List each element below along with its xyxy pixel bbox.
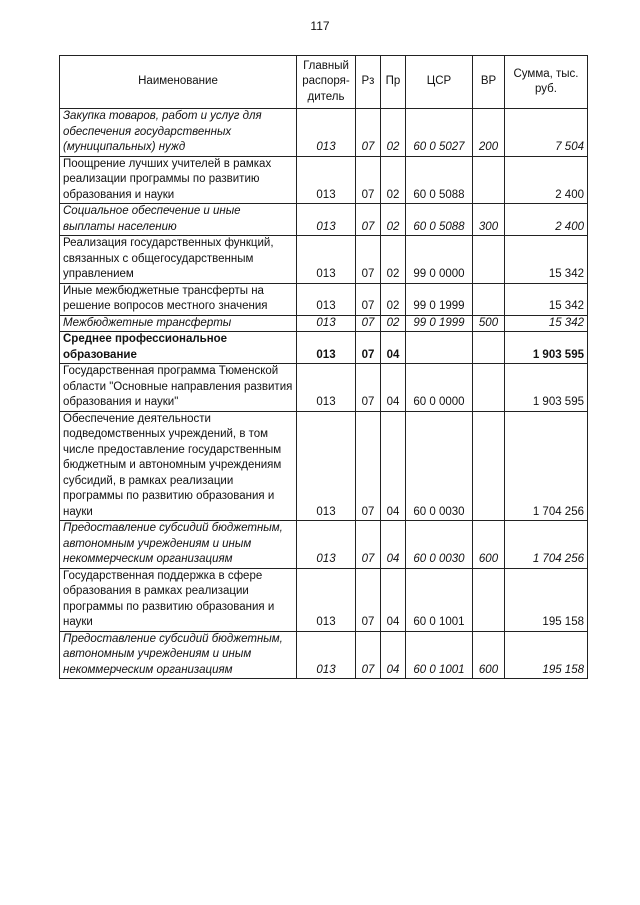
table-row: [60, 568, 588, 631]
table-row: [60, 236, 588, 284]
header-csr: ЦСР: [406, 56, 473, 109]
header-name: Наименование: [60, 56, 297, 109]
header-vr: ВР: [473, 56, 505, 109]
cell-csr: 60 0 0000: [406, 364, 473, 412]
cell-admin: 013: [297, 332, 356, 364]
cell-vr: 500: [473, 315, 505, 332]
table-body: [60, 109, 588, 679]
cell-rz: 07: [356, 364, 381, 412]
cell-vr: [473, 411, 505, 521]
cell-vr: 300: [473, 204, 505, 236]
cell-csr: 60 0 5088: [406, 204, 473, 236]
cell-sum: 1 704 256: [505, 521, 588, 569]
cell-sum: 1 903 595: [505, 332, 588, 364]
table-row: [60, 315, 588, 332]
cell-sum: 1 903 595: [505, 364, 588, 412]
cell-sum: 15 342: [505, 315, 588, 332]
table-row: [60, 204, 588, 236]
cell-admin: 013: [297, 364, 356, 412]
cell-name: Иные межбюджетные трансферты на решение вопросов местного значения: [60, 283, 297, 315]
cell-rz: 07: [356, 283, 381, 315]
cell-admin: 013: [297, 568, 356, 631]
table-row: [60, 364, 588, 412]
cell-rz: 07: [356, 236, 381, 284]
cell-name: Обеспечение деятельности подведомственных учреждений, в том числе предоставление государственным бюджетным и автономным учреждениям субсидий, в рамках реализации программы по развитию образования и науки: [60, 411, 297, 521]
cell-vr: 600: [473, 631, 505, 679]
cell-csr: [406, 332, 473, 364]
cell-sum: 15 342: [505, 236, 588, 284]
cell-rz: 07: [356, 204, 381, 236]
cell-pr: 02: [381, 204, 406, 236]
cell-pr: 04: [381, 411, 406, 521]
cell-rz: 07: [356, 332, 381, 364]
cell-csr: 99 0 1999: [406, 283, 473, 315]
table-row: [60, 631, 588, 679]
cell-name: Среднее профессиональное образование: [60, 332, 297, 364]
table-row: [60, 156, 588, 204]
cell-sum: 2 400: [505, 156, 588, 204]
cell-name: Межбюджетные трансферты: [60, 315, 297, 332]
table-header-row: [60, 56, 588, 109]
table-row: [60, 411, 588, 521]
cell-name: Закупка товаров, работ и услуг для обеспечения государственных (муниципальных) нужд: [60, 109, 297, 157]
cell-vr: 600: [473, 521, 505, 569]
cell-rz: 07: [356, 521, 381, 569]
cell-admin: 013: [297, 109, 356, 157]
cell-csr: 99 0 0000: [406, 236, 473, 284]
cell-pr: 04: [381, 364, 406, 412]
cell-vr: [473, 283, 505, 315]
cell-csr: 60 0 5088: [406, 156, 473, 204]
cell-admin: 013: [297, 204, 356, 236]
cell-pr: 04: [381, 332, 406, 364]
cell-vr: [473, 364, 505, 412]
cell-rz: 07: [356, 156, 381, 204]
cell-csr: 60 0 1001: [406, 568, 473, 631]
cell-csr: 60 0 0030: [406, 411, 473, 521]
cell-sum: 7 504: [505, 109, 588, 157]
cell-rz: 07: [356, 411, 381, 521]
cell-pr: 04: [381, 631, 406, 679]
cell-name: Социальное обеспечение и иные выплаты населению: [60, 204, 297, 236]
cell-name: Предоставление субсидий бюджетным, автономным учреждениям и иным некоммерческим организациям: [60, 521, 297, 569]
cell-rz: 07: [356, 315, 381, 332]
cell-pr: 02: [381, 109, 406, 157]
cell-admin: 013: [297, 631, 356, 679]
cell-csr: 99 0 1999: [406, 315, 473, 332]
cell-sum: 15 342: [505, 283, 588, 315]
budget-table: [59, 55, 588, 679]
cell-pr: 04: [381, 568, 406, 631]
cell-admin: 013: [297, 521, 356, 569]
cell-pr: 02: [381, 315, 406, 332]
table-row: [60, 283, 588, 315]
cell-vr: [473, 332, 505, 364]
cell-name: Государственная программа Тюменской области "Основные направления развития образования и науки": [60, 364, 297, 412]
cell-name: Поощрение лучших учителей в рамках реализации программы по развитию образования и науки: [60, 156, 297, 204]
cell-sum: 195 158: [505, 568, 588, 631]
cell-pr: 02: [381, 236, 406, 284]
cell-pr: 04: [381, 521, 406, 569]
cell-admin: 013: [297, 236, 356, 284]
page-number: 117: [310, 19, 330, 33]
header-rz: Рз: [356, 56, 381, 109]
table-row: [60, 521, 588, 569]
cell-vr: [473, 156, 505, 204]
header-admin: Главный распоря-дитель: [297, 56, 356, 109]
table-row: [60, 109, 588, 157]
cell-admin: 013: [297, 156, 356, 204]
cell-admin: 013: [297, 315, 356, 332]
cell-pr: 02: [381, 156, 406, 204]
cell-admin: 013: [297, 411, 356, 521]
header-sum: Сумма, тыс. руб.: [505, 56, 588, 109]
cell-name: Реализация государственных функций, связанных с общегосударственным управлением: [60, 236, 297, 284]
cell-rz: 07: [356, 109, 381, 157]
cell-vr: 200: [473, 109, 505, 157]
cell-rz: 07: [356, 568, 381, 631]
header-pr: Пр: [381, 56, 406, 109]
cell-vr: [473, 236, 505, 284]
cell-name: Государственная поддержка в сфере образования в рамках реализации программы по развитию образования и науки: [60, 568, 297, 631]
cell-csr: 60 0 1001: [406, 631, 473, 679]
cell-vr: [473, 568, 505, 631]
cell-sum: 1 704 256: [505, 411, 588, 521]
cell-rz: 07: [356, 631, 381, 679]
cell-sum: 195 158: [505, 631, 588, 679]
cell-csr: 60 0 5027: [406, 109, 473, 157]
cell-csr: 60 0 0030: [406, 521, 473, 569]
cell-sum: 2 400: [505, 204, 588, 236]
cell-name: Предоставление субсидий бюджетным, автономным учреждениям и иным некоммерческим организациям: [60, 631, 297, 679]
cell-admin: 013: [297, 283, 356, 315]
table-row: [60, 332, 588, 364]
cell-pr: 02: [381, 283, 406, 315]
